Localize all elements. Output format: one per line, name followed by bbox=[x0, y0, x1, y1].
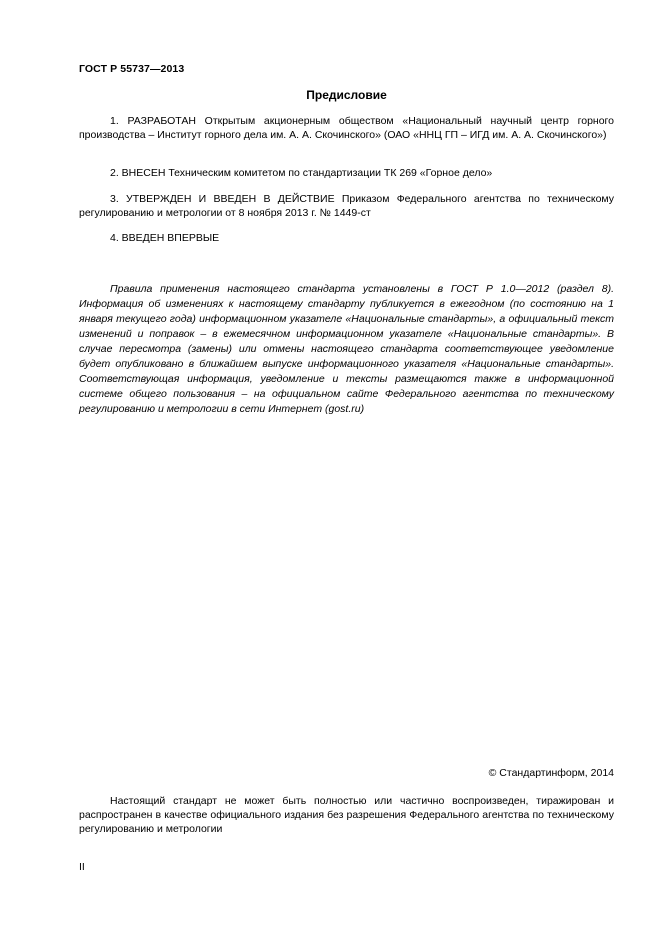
preface-item-introduced: 2. ВНЕСЕН Техническим комитетом по стандартизации ТК 269 «Горное дело» bbox=[110, 167, 493, 179]
preface-item-first-introduced: 4. ВВЕДЕН ВПЕРВЫЕ bbox=[110, 232, 220, 244]
copyright-line: © Стандартинформ, 2014 bbox=[488, 767, 614, 779]
preface-title: Предисловие bbox=[306, 88, 387, 102]
reproduction-rights-notice: Настоящий стандарт не может быть полностью или частично воспроизведен, тиражирован и распространен в качестве официального издания без разрешения Федерального агентства по техническому регулированию и метрологии bbox=[79, 795, 614, 835]
page-number: II bbox=[79, 861, 85, 873]
application-rules-notice: Правила применения настоящего стандарта установлены в ГОСТ Р 1.0—2012 (раздел 8). Информация об изменениях к настоящему стандарту публикуется в ежегодном (по состоянию на 1 января текущего года) информационном указателе «Национальные стандарты», а официальный текст изменений и поправок – в ежемесячном информационном указателе «Национальные стандарты». В случае пересмотра (замены) или отмены настоящего стандарта соответствующее уведомление будет опубликовано в ближайшем выпуске информационного указателя «Национальные стандарты». Соответствующая информация, уведомление и тексты размещаются также в информационной системе общего пользования – на официальном сайте Федерального агентства по техническому регулированию и метрологии в сети Интернет (gost.ru) bbox=[79, 283, 614, 415]
preface-item-approved: 3. УТВЕРЖДЕН И ВВЕДЕН В ДЕЙСТВИЕ Приказом Федерального агентства по техническому регулированию и метрологии от 8 ноября 2013 г. № 1449-ст bbox=[79, 193, 614, 219]
standard-code: ГОСТ Р 55737—2013 bbox=[79, 63, 185, 75]
preface-item-developed: 1. РАЗРАБОТАН Открытым акционерным обществом «Национальный научный центр горного производства – Институт горного дела им. А. А. Скочинского» (ОАО «ННЦ ГП – ИГД им. А. А. Скочинского») bbox=[79, 115, 614, 141]
